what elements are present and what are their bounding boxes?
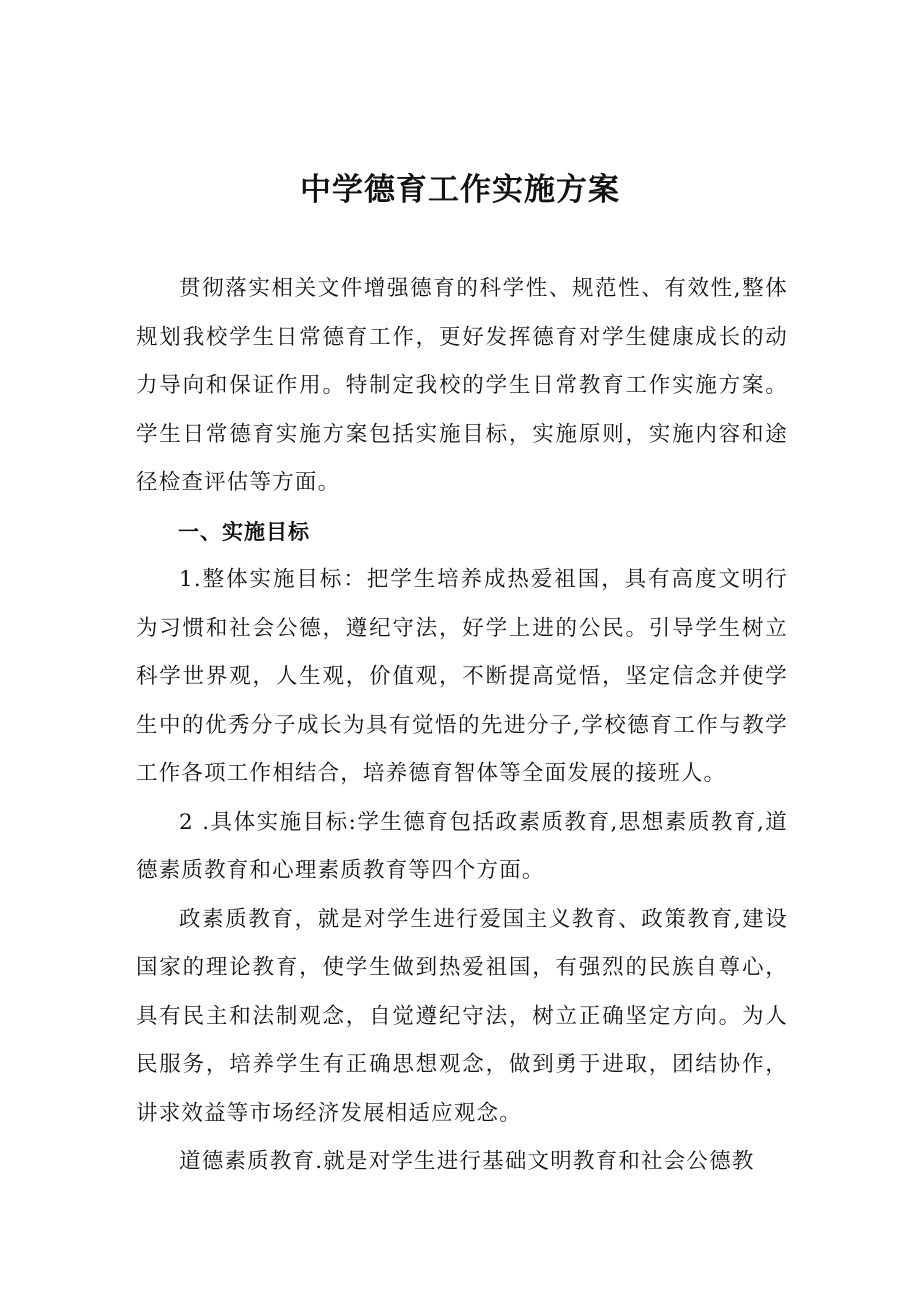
section-heading-goals: 一、实施目标 [178,519,310,544]
paragraph-intro: 贯彻落实相关文件增强德育的科学性、规范性、有效性,整体规划我校学生日常德育工作，更好发挥德育对学生健康成长的动力导向和保证作用。特制定我校的学生日常教育工作实施方案。学生日常德育实施方案包括实施目标，实施原则，实施内容和途径检查评估等方面。 [136,276,788,495]
paragraph-moral-education: 道德素质教育.就是对学生进行基础文明教育和社会公德教 [179,1149,755,1174]
paragraph-specific-goal: 2 .具体实施目标:学生德育包括政素质教育,思想素质教育,道德素质教育和心理素质教育等四个方面。 [136,809,788,883]
document-title: 中学德育工作实施方案 [300,172,620,208]
document-body [136,265,788,1187]
paragraph-overall-goal: 1.整体实施目标：把学生培养成热爱祖国，具有高度文明行为习惯和社会公德，遵纪守法，好学上进的公民。引导学生树立科学世界观，人生观，价值观，不断提高觉悟，坚定信念并使学生中的优秀分子成长为具有觉悟的先进分子,学校德育工作与教学工作各项工作相结合，培养德育智体等全面发展的接班人。 [136,567,788,786]
paragraph-political-education: 政素质教育，就是对学生进行爱国主义教育、政策教育,建设国家的理论教育，使学生做到热爱祖国，有强烈的民族自尊心，具有民主和法制观念，自觉遵纪守法，树立正确坚定方向。为人民服务，培养学生有正确思想观念，做到勇于进取，团结协作，讲求效益等市场经济发展相适应观念。 [136,906,788,1126]
